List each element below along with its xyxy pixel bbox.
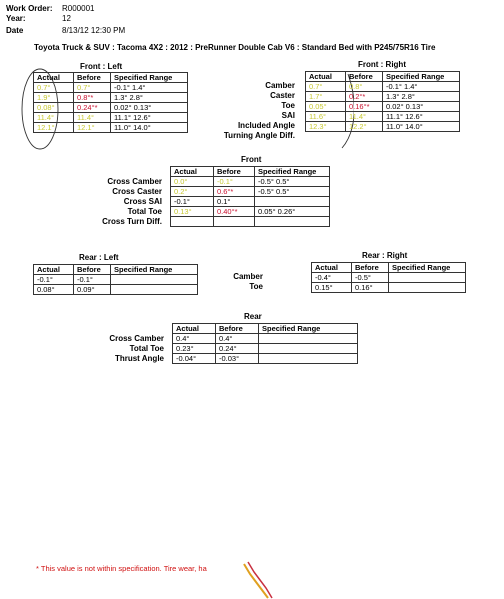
col-actual: Actual: [306, 72, 346, 82]
table-row: [306, 92, 460, 102]
range-cell: 1.3° 2.8°: [111, 93, 188, 103]
label-rear-camber: Camber: [233, 272, 263, 281]
rear-right-table: [311, 262, 466, 293]
before-cell: -0.1°: [214, 177, 255, 187]
range-cell: [389, 283, 466, 293]
before-cell: 0.7°: [74, 83, 111, 93]
rear-cross-labels: [80, 334, 164, 364]
year-label: Year:: [6, 14, 26, 23]
before-cell: 0.40°*: [214, 207, 255, 217]
front-cross-title: Front: [241, 155, 262, 164]
front-left-title: Front : Left: [80, 62, 123, 71]
rear-labels: [215, 272, 263, 292]
table-row: [312, 283, 466, 293]
label-cross-caster: Cross Caster: [112, 187, 162, 196]
before-cell: 11.4°: [346, 112, 383, 122]
range-cell: 0.02° 0.13°: [111, 103, 188, 113]
before-cell: 0.1°: [214, 197, 255, 207]
before-cell: 0.16°: [352, 283, 389, 293]
front-right-table: [305, 71, 460, 132]
range-cell: 0.05° 0.26°: [255, 207, 330, 217]
actual-cell: 0.7°: [34, 83, 74, 93]
before-cell: 0.2°*: [346, 92, 383, 102]
rear-right-title: Rear : Right: [362, 251, 408, 260]
table-row: [173, 334, 358, 344]
table-row: [312, 273, 466, 283]
range-cell: 11.1° 12.6°: [383, 112, 460, 122]
table-row: [306, 102, 460, 112]
actual-cell: 1.7°: [306, 92, 346, 102]
range-cell: -0.1° 1.4°: [111, 83, 188, 93]
col-range: Specified Range: [383, 72, 460, 82]
table-row: [171, 207, 330, 217]
actual-cell: 0.0°: [171, 177, 214, 187]
table-row: [171, 217, 330, 227]
range-cell: 11.0° 14.0°: [111, 123, 188, 133]
actual-cell: -0.1°: [34, 275, 74, 285]
before-cell: 0.8°*: [74, 93, 111, 103]
footer-note: * This value is not within specification. Tire wear, ha: [36, 564, 207, 573]
vehicle-title: Toyota Truck & SUV : Tacoma 4X2 : 2012 : PreRunner Double Cab V6 : Standard Bed with P245/75R16 Tire: [34, 43, 436, 52]
table-header-row: [34, 265, 198, 275]
label-thrust-angle: Thrust Angle: [114, 354, 164, 363]
actual-cell: 0.05°: [306, 102, 346, 112]
table-header-row: [312, 263, 466, 273]
before-cell: 0.16°*: [346, 102, 383, 112]
front-cross-table: [170, 166, 330, 227]
before-cell: 0.8°: [346, 82, 383, 92]
actual-cell: 11.6°: [306, 112, 346, 122]
date-label: Date: [6, 26, 24, 35]
label-caster: Caster: [270, 91, 295, 100]
range-cell: [259, 344, 358, 354]
front-cross-labels: [60, 177, 162, 227]
range-cell: 11.0° 14.0°: [383, 122, 460, 132]
actual-cell: -0.4°: [312, 273, 352, 283]
range-cell: [111, 285, 198, 295]
col-actual: Actual: [34, 73, 74, 83]
actual-cell: -0.1°: [171, 197, 214, 207]
actual-cell: [171, 217, 214, 227]
actual-cell: 11.4°: [34, 113, 74, 123]
range-cell: 11.1° 12.6°: [111, 113, 188, 123]
range-cell: [255, 197, 330, 207]
actual-cell: -0.04°: [173, 354, 216, 364]
before-cell: [214, 217, 255, 227]
actual-cell: 0.13°: [171, 207, 214, 217]
label-rear-total-toe: Total Toe: [129, 344, 164, 353]
table-row: [34, 275, 198, 285]
table-row: [306, 122, 460, 132]
col-before: Before: [216, 324, 259, 334]
col-range: Specified Range: [111, 265, 198, 275]
front-right-title: Front : Right: [358, 60, 406, 69]
col-before: Before: [346, 72, 383, 82]
col-range: Specified Range: [255, 167, 330, 177]
before-cell: 0.24°: [216, 344, 259, 354]
label-sai: SAI: [281, 111, 295, 120]
col-before: Before: [214, 167, 255, 177]
rear-left-title: Rear : Left: [79, 253, 119, 262]
rear-cross-table: [172, 323, 358, 364]
range-cell: 0.02° 0.13°: [383, 102, 460, 112]
col-actual: Actual: [312, 263, 352, 273]
label-total-toe: Total Toe: [127, 207, 162, 216]
range-cell: [389, 273, 466, 283]
label-turning-angle-diff: Turning Angle Diff.: [223, 131, 295, 140]
before-cell: 11.4°: [74, 113, 111, 123]
col-actual: Actual: [171, 167, 214, 177]
table-row: [173, 344, 358, 354]
table-header-row: [171, 167, 330, 177]
col-actual: Actual: [173, 324, 216, 334]
before-cell: -0.5°: [352, 273, 389, 283]
range-cell: [259, 354, 358, 364]
before-cell: -0.1°: [74, 275, 111, 285]
rear-cross-title: Rear: [244, 312, 262, 321]
col-range: Specified Range: [259, 324, 358, 334]
label-camber: Camber: [265, 81, 295, 90]
table-row: [171, 197, 330, 207]
label-cross-turn-diff: Cross Turn Diff.: [102, 217, 162, 226]
actual-cell: 12.1°: [34, 123, 74, 133]
pen-circle-annotation: [18, 66, 62, 152]
col-range: Specified Range: [111, 73, 188, 83]
actual-cell: 0.15°: [312, 283, 352, 293]
table-row: [34, 285, 198, 295]
actual-cell: 0.2°: [171, 187, 214, 197]
range-cell: [111, 275, 198, 285]
table-row: [306, 112, 460, 122]
actual-cell: 0.08°: [34, 285, 74, 295]
before-cell: 12.1°: [74, 123, 111, 133]
date-value: 8/13/12 12:30 PM: [62, 26, 126, 35]
table-header-row: [173, 324, 358, 334]
actual-cell: 0.4°: [173, 334, 216, 344]
actual-cell: 0.08°: [34, 103, 74, 113]
before-cell: 0.4°: [216, 334, 259, 344]
work-order-label: Work Order:: [6, 4, 53, 13]
range-cell: -0.5° 0.5°: [255, 187, 330, 197]
before-cell: 0.09°: [74, 285, 111, 295]
year-value: 12: [62, 14, 71, 23]
range-cell: [255, 217, 330, 227]
actual-cell: 0.7°: [306, 82, 346, 92]
rear-left-table: [33, 264, 198, 295]
label-toe: Toe: [281, 101, 295, 110]
label-cross-sai: Cross SAI: [123, 197, 162, 206]
table-row: [171, 187, 330, 197]
before-cell: 12.2°: [346, 122, 383, 132]
label-rear-toe: Toe: [249, 282, 263, 291]
col-actual: Actual: [34, 265, 74, 275]
range-cell: [259, 334, 358, 344]
table-row: [306, 82, 460, 92]
range-cell: 1.3° 2.8°: [383, 92, 460, 102]
table-row: [173, 354, 358, 364]
actual-cell: 12.3°: [306, 122, 346, 132]
front-labels: [205, 81, 295, 141]
col-before: Before: [74, 73, 111, 83]
col-before: Before: [352, 263, 389, 273]
work-order-value: R000001: [62, 4, 95, 13]
torn-edge-mark: [236, 560, 276, 599]
table-header-row: [306, 72, 460, 82]
before-cell: 0.6°*: [214, 187, 255, 197]
label-cross-camber: Cross Camber: [107, 177, 162, 186]
range-cell: -0.5° 0.5°: [255, 177, 330, 187]
col-range: Specified Range: [389, 263, 466, 273]
actual-cell: 1.9°: [34, 93, 74, 103]
label-rear-cross-camber: Cross Camber: [109, 334, 164, 343]
table-row: [171, 177, 330, 187]
range-cell: -0.1° 1.4°: [383, 82, 460, 92]
col-before: Before: [74, 265, 111, 275]
before-cell: 0.24°*: [74, 103, 111, 113]
actual-cell: 0.23°: [173, 344, 216, 354]
before-cell: -0.03°: [216, 354, 259, 364]
label-included-angle: Included Angle: [237, 121, 295, 130]
